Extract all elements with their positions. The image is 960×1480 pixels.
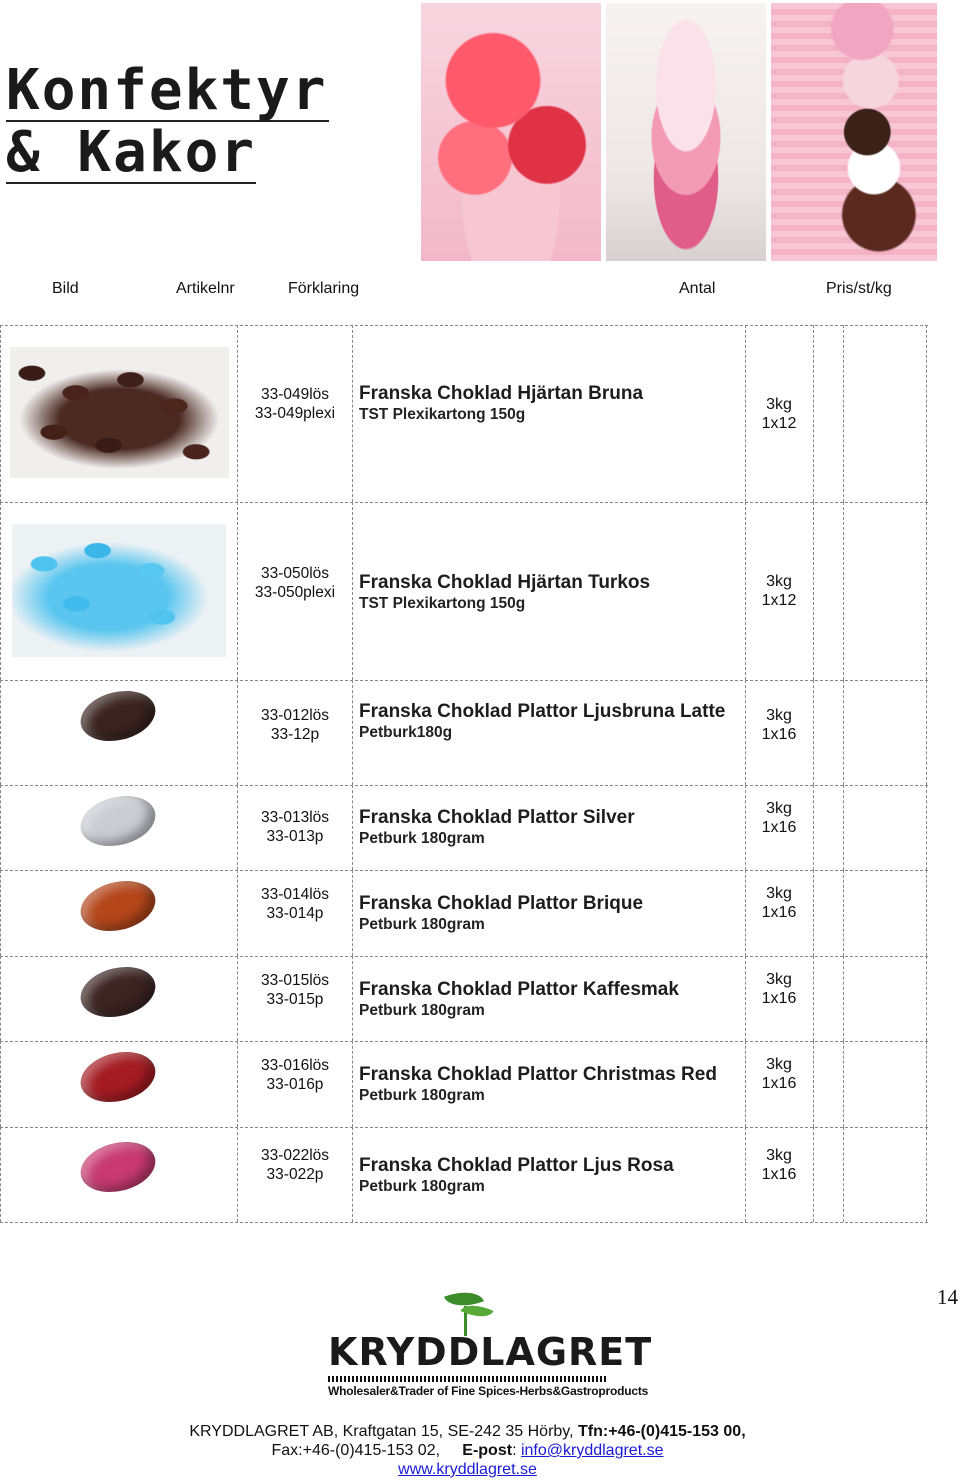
table-row	[0, 680, 928, 785]
article-number: 33-016p	[266, 1076, 324, 1093]
column-header-bild: Bild	[52, 280, 79, 297]
quantity-weight: 3kg	[766, 800, 792, 817]
quantity-pack: 1x12	[761, 592, 797, 609]
company-website	[0, 1460, 935, 1480]
article-number: 33-049lös	[260, 386, 330, 403]
product-packaging: Petburk180g	[359, 724, 453, 741]
table-row	[0, 325, 928, 502]
table-row	[0, 785, 928, 870]
article-number: 33-016lös	[260, 1057, 330, 1074]
quantity-weight: 3kg	[766, 573, 792, 590]
kryddlagret-logo	[328, 1290, 653, 1410]
company-address	[0, 1422, 935, 1442]
cake-pops-photo	[771, 3, 937, 261]
quantity-pack: 1x16	[761, 726, 797, 743]
quantity-weight: 3kg	[766, 707, 792, 724]
quantity-weight: 3kg	[766, 1147, 792, 1164]
company-contact	[0, 1441, 935, 1461]
title-line-2: & Kakor	[6, 120, 257, 185]
product-name: Franska Choklad Plattor Brique	[359, 893, 644, 914]
article-number: 33-015p	[266, 991, 324, 1008]
product-image	[75, 684, 160, 749]
article-number: 33-014p	[266, 905, 324, 922]
article-number: 33-022lös	[260, 1147, 330, 1164]
article-number: 33-012lös	[260, 707, 330, 724]
product-image	[75, 1045, 160, 1110]
quantity-pack: 1x16	[761, 1075, 797, 1092]
product-image	[12, 524, 226, 657]
logo-tagline: Wholesaler&Trader of Fine Spices-Herbs&Gastroproducts	[328, 1384, 649, 1398]
quantity-weight: 3kg	[766, 396, 792, 413]
phone-text: Tfn:+46-(0)415-153 00,	[578, 1423, 746, 1440]
product-packaging: Petburk 180gram	[359, 1178, 485, 1195]
article-number: 33-022p	[266, 1166, 324, 1183]
product-packaging: Petburk 180gram	[359, 830, 485, 847]
article-number: 33-013p	[266, 828, 324, 845]
title-line-1: Konfektyr	[6, 58, 328, 123]
email-separator: :	[512, 1442, 521, 1459]
article-number: 33-049plexi	[254, 405, 336, 422]
table-row	[0, 1127, 928, 1222]
quantity-pack: 1x16	[761, 1166, 797, 1183]
barcode-icon	[328, 1376, 606, 1382]
product-packaging: TST Plexikartong 150g	[359, 595, 526, 612]
product-name: Franska Choklad Plattor Christmas Red	[359, 1064, 717, 1085]
quantity-weight: 3kg	[766, 971, 792, 988]
column-header-pris: Pris/st/kg	[826, 280, 892, 297]
article-number: 33-015lös	[260, 972, 330, 989]
article-number: 33-013lös	[260, 809, 330, 826]
product-image	[75, 874, 160, 939]
product-image	[75, 1135, 160, 1200]
product-packaging: TST Plexikartong 150g	[359, 406, 526, 423]
product-packaging: Petburk 180gram	[359, 1002, 485, 1019]
article-number: 33-12p	[270, 726, 320, 743]
product-name: Franska Choklad Plattor Ljusbruna Latte	[359, 701, 726, 722]
quantity-pack: 1x16	[761, 819, 797, 836]
column-header-antal: Antal	[679, 280, 716, 297]
page-title	[6, 58, 386, 185]
article-number: 33-050lös	[260, 565, 330, 582]
quantity-weight: 3kg	[766, 1056, 792, 1073]
page-number: 14	[937, 1285, 958, 1309]
product-packaging: Petburk 180gram	[359, 916, 485, 933]
quantity-pack: 1x16	[761, 904, 797, 921]
product-image	[10, 347, 229, 478]
address-text: KRYDDLAGRET AB, Kraftgatan 15, SE-242 35 Hörby,	[189, 1423, 578, 1440]
email-label: E-post	[462, 1442, 513, 1459]
article-number: 33-014lös	[260, 886, 330, 903]
product-packaging: Petburk 180gram	[359, 1087, 485, 1104]
product-image	[75, 789, 160, 854]
table-row	[0, 956, 928, 1041]
table-row	[0, 502, 928, 680]
website-link[interactable]: www.kryddlagret.se	[398, 1461, 537, 1478]
quantity-pack: 1x16	[761, 990, 797, 1007]
quantity-weight: 3kg	[766, 885, 792, 902]
product-name: Franska Choklad Plattor Ljus Rosa	[359, 1155, 674, 1176]
table-row	[0, 870, 928, 956]
rose-cake-photo	[606, 3, 766, 261]
quantity-pack: 1x12	[761, 415, 797, 432]
column-header-forklaring: Förklaring	[288, 280, 360, 297]
fax-text: Fax:+46-(0)415-153 02,	[271, 1442, 441, 1459]
table-row	[0, 1041, 928, 1127]
product-name: Franska Choklad Plattor Kaffesmak	[359, 979, 679, 1000]
column-header-artikelnr: Artikelnr	[176, 280, 235, 297]
product-name: Franska Choklad Plattor Silver	[359, 807, 635, 828]
article-number: 33-050plexi	[254, 584, 336, 601]
product-image	[75, 960, 160, 1025]
product-name: Franska Choklad Hjärtan Bruna	[359, 383, 644, 404]
jelly-hearts-photo	[421, 3, 601, 261]
logo-brand: KRYDDLAGRET	[328, 1330, 653, 1374]
email-link[interactable]: info@kryddlagret.se	[520, 1442, 664, 1459]
product-name: Franska Choklad Hjärtan Turkos	[359, 572, 651, 593]
